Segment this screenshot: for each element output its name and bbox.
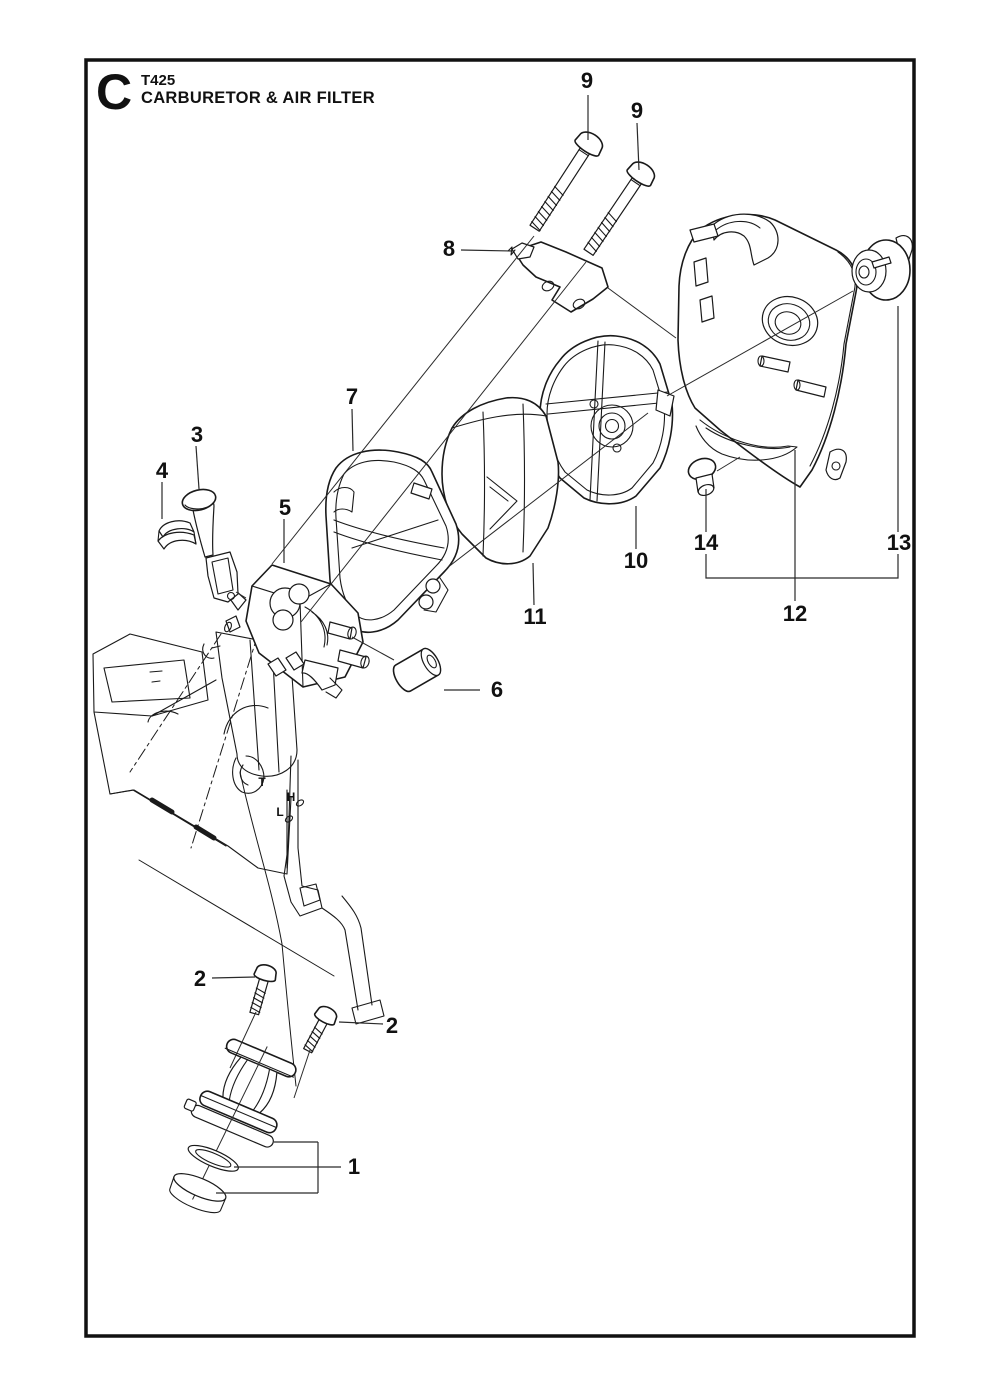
callout-5: 5 [278,495,292,520]
model-label: T425 [141,72,176,89]
callout-14: 14 [693,530,719,555]
callout-12: 12 [782,601,808,626]
callout-10: 10 [623,548,649,573]
page-title: CARBURETOR & AIR FILTER [141,89,375,107]
marking-t: T [258,775,266,789]
callout-13: 13 [886,530,912,555]
marking-h: H [286,790,296,804]
callout-8: 8 [442,236,456,261]
callout-2b: 2 [385,1013,399,1038]
callout-6: 6 [490,677,504,702]
callout-9a: 9 [580,68,594,93]
callout-4: 4 [155,458,169,483]
callout-1: 1 [347,1154,361,1179]
section-letter: C [96,64,133,120]
callout-9b: 9 [630,98,644,123]
callout-3: 3 [190,422,204,447]
marking-l: L [276,805,284,819]
callout-2a: 2 [193,966,207,991]
callout-11: 11 [523,604,547,629]
callout-7: 7 [345,384,359,409]
